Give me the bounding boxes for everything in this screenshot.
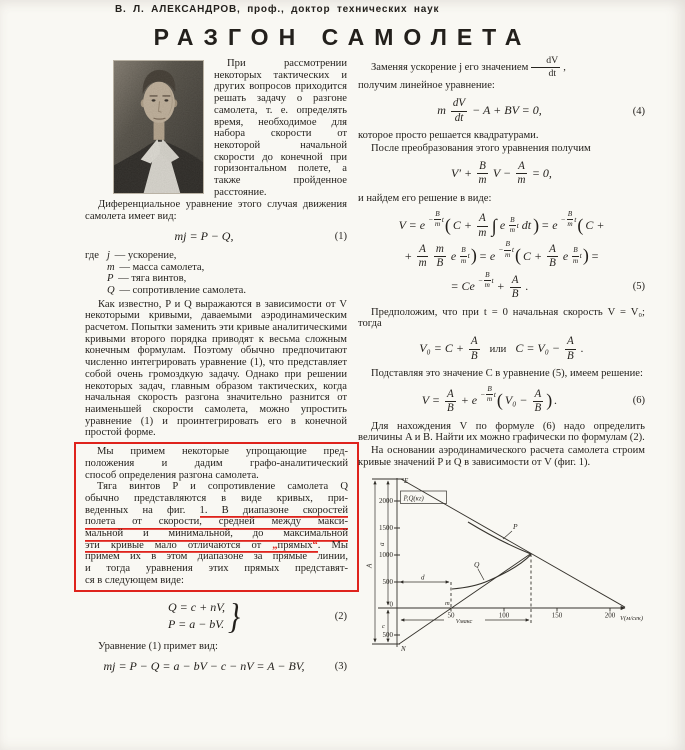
author-line: В. Л. АЛЕКСАНДРОВ, проф., доктор технических наук bbox=[115, 4, 440, 15]
numerator: A bbox=[469, 336, 480, 350]
denominator: m bbox=[567, 219, 573, 228]
dim-a-label: a bbox=[378, 542, 386, 546]
fraction-A-m bbox=[417, 244, 428, 270]
math-token: V′ + bbox=[451, 165, 473, 180]
red-annotation-box bbox=[74, 442, 359, 591]
math-token: t bbox=[574, 214, 577, 224]
y-tick-label: 2000 bbox=[379, 496, 393, 505]
denominator: B bbox=[470, 349, 478, 362]
equation-5-line3 bbox=[358, 272, 645, 301]
q-curve bbox=[452, 554, 531, 589]
equation-3 bbox=[85, 659, 347, 674]
fraction-dV-dt bbox=[531, 56, 560, 79]
red-underlined-text: 1. В диапазоне скоростей bbox=[199, 504, 348, 516]
equation-body bbox=[358, 386, 621, 415]
equation-number: (1) bbox=[334, 230, 347, 242]
fraction-B-m bbox=[572, 247, 578, 265]
fraction-dV-dt bbox=[451, 98, 467, 124]
numerator: B bbox=[486, 386, 492, 395]
paragraph-transform: После преобразования этого уравнения получим bbox=[371, 143, 591, 155]
denominator: B bbox=[549, 257, 556, 270]
word-or: или bbox=[489, 343, 507, 355]
x-tick-label: 150 bbox=[551, 611, 563, 620]
paragraph-substituting-C: Подставляя это значение C в уравнение (5), имеем решение: bbox=[371, 368, 643, 380]
denominator: m bbox=[460, 256, 467, 265]
point-E-label: E bbox=[404, 476, 409, 485]
denominator: m bbox=[478, 226, 487, 239]
fraction-B-m bbox=[477, 161, 488, 187]
y-tick-label: 500 bbox=[382, 630, 393, 639]
denominator: m bbox=[505, 250, 511, 259]
q-label-leader bbox=[478, 569, 484, 580]
fraction-B-m bbox=[504, 241, 510, 259]
exponent bbox=[561, 211, 577, 229]
math-token: t bbox=[516, 220, 519, 230]
math-token: − bbox=[428, 214, 434, 224]
denominator: B bbox=[567, 349, 574, 362]
y-tick-label: 1500 bbox=[379, 523, 393, 532]
denominator: B bbox=[511, 288, 519, 301]
def-text: — сопротивление самолета. bbox=[119, 284, 247, 296]
math-token: − bbox=[480, 390, 486, 400]
def-row bbox=[107, 273, 347, 285]
numerator: B bbox=[509, 217, 515, 226]
fraction-A-B bbox=[445, 389, 456, 415]
boxed-line: способ определения разгона самолета. bbox=[85, 469, 259, 481]
numerator: A bbox=[417, 244, 428, 258]
x-tick-label: 100 bbox=[498, 611, 510, 620]
math-token: . bbox=[525, 279, 529, 294]
p-label-leader bbox=[503, 531, 512, 539]
p-straight-line bbox=[401, 476, 625, 607]
math-token: t bbox=[491, 276, 494, 286]
y-tick-label: 500 bbox=[382, 577, 393, 586]
math-token: e bbox=[450, 248, 457, 263]
fraction-A-B bbox=[547, 244, 558, 270]
exponent bbox=[478, 272, 494, 290]
boxed-line: Мы примем некоторые упрощающие пред- bbox=[97, 446, 348, 458]
red-underlined-line: полета от скорости, средней между макси- bbox=[85, 516, 348, 528]
equation-body bbox=[358, 241, 645, 270]
boxed-line: примем их в этом диапазоне за прямые линии, bbox=[85, 551, 348, 563]
def-row bbox=[107, 262, 347, 274]
math-token: e bbox=[499, 218, 506, 232]
numerator: A bbox=[547, 244, 558, 258]
math-symbol: j bbox=[107, 249, 110, 261]
exponent bbox=[498, 241, 514, 259]
numerator: A bbox=[477, 213, 488, 227]
numerator: B bbox=[477, 161, 488, 175]
exponent bbox=[459, 247, 470, 265]
def-text: — тяга винтов, bbox=[118, 273, 187, 285]
math-token: − A + BV = 0, bbox=[472, 103, 542, 118]
math-token: V₀ = C + bbox=[419, 340, 464, 355]
math-token: C + bbox=[585, 218, 605, 232]
equation-line: P = a − bV. bbox=[168, 617, 225, 632]
numerator: m bbox=[434, 244, 446, 258]
right-column bbox=[358, 56, 645, 657]
symbol-definitions bbox=[85, 250, 347, 297]
equation-body bbox=[85, 598, 323, 636]
numerator: B bbox=[504, 241, 510, 250]
math-token: . bbox=[580, 340, 584, 355]
x-tick-label: 200 bbox=[604, 611, 616, 620]
fraction-A-B bbox=[469, 336, 480, 362]
denominator: m bbox=[484, 281, 490, 290]
numerator: A bbox=[533, 389, 544, 403]
x-tick-label: 50 bbox=[447, 611, 455, 620]
numerator: dV bbox=[531, 56, 560, 68]
fraction-B-m bbox=[434, 211, 440, 229]
math-token: t bbox=[511, 245, 515, 255]
equation-body bbox=[358, 336, 645, 362]
def-text: — ускорение, bbox=[114, 249, 177, 261]
equation-number: (3) bbox=[334, 660, 347, 672]
boxed-line: обычно представляются в виде кривых, при- bbox=[85, 492, 348, 504]
axes-units-label: P,Q(кг) bbox=[403, 495, 424, 503]
red-quote-mark: “ bbox=[312, 539, 318, 551]
denominator: dt bbox=[454, 111, 464, 124]
exponent bbox=[571, 247, 582, 265]
math-token: = e bbox=[478, 248, 496, 263]
numerator: A bbox=[516, 161, 527, 175]
denominator: m bbox=[418, 257, 427, 270]
paren: ) bbox=[546, 389, 553, 410]
paren: ( bbox=[515, 245, 522, 266]
eq1-becomes-paragraph: Уравнение (1) примет вид: bbox=[98, 641, 218, 653]
equation-line: Q = c + nV, bbox=[168, 600, 225, 615]
article-title: РАЗГОН САМОЛЕТА bbox=[153, 24, 532, 50]
numerator: B bbox=[460, 247, 466, 256]
math-token: dt bbox=[521, 218, 532, 232]
y-tick-label: 1000 bbox=[379, 550, 393, 559]
dim-A-label: A bbox=[365, 563, 374, 568]
figure-1-chart bbox=[364, 476, 679, 654]
math-token: = Ce bbox=[450, 279, 475, 294]
boxed-line bbox=[85, 540, 348, 552]
math-token: = bbox=[590, 248, 599, 263]
math-token: C + bbox=[452, 218, 472, 232]
math-token: − bbox=[560, 214, 566, 224]
equation-system bbox=[168, 599, 225, 633]
def-row bbox=[107, 250, 347, 262]
paren: ( bbox=[496, 389, 503, 410]
math-token: C + bbox=[523, 248, 543, 263]
math-symbol: Q bbox=[107, 284, 115, 296]
equation-v0 bbox=[358, 336, 645, 362]
denominator: B bbox=[436, 257, 444, 270]
fraction-A-B bbox=[533, 389, 544, 415]
denominator: m bbox=[478, 174, 487, 187]
intro-paragraph: При рассмотрении некоторых тактических и других вопросов приходится решать задачу о разгоне самолета, т. е. определять время, необходимое для набора скорости от некоторой начальной скорости до конечной при горизонтальном полете, а также пройденное расстояние. bbox=[214, 58, 347, 198]
p-curve-label: P bbox=[513, 521, 518, 531]
denominator: m bbox=[509, 225, 516, 234]
math-token: V₀ − bbox=[504, 393, 528, 408]
red-underlined-line: мальной и минимальной, до максимальной bbox=[85, 528, 348, 540]
fraction-A-B bbox=[510, 275, 521, 301]
paren: ) bbox=[533, 214, 540, 235]
diff-equation-paragraph: Диференциальное уравнение этого случая движения самолета имеет вид: bbox=[85, 199, 347, 223]
paren: ( bbox=[577, 214, 584, 235]
math-token: − bbox=[498, 245, 504, 255]
math-token: = 0, bbox=[531, 165, 552, 180]
def-row bbox=[107, 285, 347, 297]
vmax-label: Vмакс bbox=[455, 617, 473, 625]
text: , bbox=[563, 62, 566, 74]
fraction-m-B bbox=[434, 244, 446, 270]
equation-6 bbox=[358, 386, 645, 415]
equation-5-line2 bbox=[358, 241, 645, 270]
denominator: dt bbox=[548, 68, 557, 80]
exponent bbox=[508, 217, 519, 235]
def-text: — масса самолета, bbox=[119, 261, 205, 273]
equation-2 bbox=[85, 598, 347, 636]
denominator: B bbox=[446, 402, 454, 415]
paragraph-build-curves: На основании аэродинамического расчета самолета строим кривые значений P и Q в зависимости от V (фиг. 1). bbox=[358, 445, 645, 468]
equation-5-line1 bbox=[358, 211, 645, 240]
denominator: B bbox=[534, 402, 542, 415]
photo-grain bbox=[114, 61, 203, 193]
equation-body: mj = P − Q = a − bV − c − nV = A − BV, bbox=[103, 658, 305, 673]
fraction-B-m bbox=[460, 247, 466, 265]
fraction-A-m bbox=[516, 161, 527, 187]
red-quote-mark: „ bbox=[272, 539, 278, 551]
equation-number: (4) bbox=[632, 105, 645, 117]
equation-body: mj = P − Q, bbox=[174, 228, 234, 243]
point-N-label: N bbox=[401, 644, 406, 653]
paren: ) bbox=[470, 245, 477, 266]
numerator: A bbox=[510, 275, 521, 289]
left-column bbox=[85, 58, 347, 680]
dim-c-label: c bbox=[382, 622, 385, 630]
boxed-line: Тяга винтов P и сопротивление самолета Q bbox=[97, 481, 348, 493]
numerator: B bbox=[484, 272, 490, 281]
equation-number: (6) bbox=[632, 394, 645, 406]
math-token: t bbox=[579, 251, 582, 261]
paren: ) bbox=[582, 245, 589, 266]
paragraph-find-AB: Для нахождения V по формуле (6) надо определить величины A и B. Найти их можно графически по формулам (2). bbox=[358, 420, 645, 444]
paragraph-substitute-j bbox=[358, 56, 645, 79]
defs-where: где bbox=[85, 249, 99, 261]
fraction-B-m bbox=[567, 211, 573, 229]
equation-number: (2) bbox=[334, 610, 347, 622]
boxed-line: ся в следующем виде: bbox=[85, 574, 184, 586]
math-token: t bbox=[493, 390, 496, 400]
integral-sign: ∫ bbox=[491, 216, 497, 238]
numerator: B bbox=[572, 247, 578, 256]
math-token: − bbox=[477, 276, 484, 286]
red-underlined-text: эти кривые мало отличаются от bbox=[85, 539, 273, 551]
q-curve-label: Q bbox=[474, 559, 480, 569]
denominator: m bbox=[434, 219, 441, 228]
math-token: V = bbox=[421, 393, 440, 408]
equation-body bbox=[358, 98, 621, 124]
math-token: V − bbox=[492, 165, 512, 180]
fraction-A-m bbox=[477, 213, 488, 239]
equation-1 bbox=[85, 229, 347, 244]
math-symbol: P bbox=[107, 273, 114, 285]
math-token: C = V₀ − bbox=[515, 340, 561, 355]
boxed-line: положения и дадим графо-аналитический bbox=[85, 457, 348, 469]
numerator: dV bbox=[451, 98, 467, 112]
math-token: m bbox=[437, 103, 446, 118]
math-token: = e bbox=[541, 218, 558, 232]
boxed-text: веденных на фиг. bbox=[85, 504, 200, 516]
math-token: t bbox=[467, 251, 470, 261]
dim-d-label: d bbox=[421, 573, 425, 582]
paragraph-quadratures: которое просто решается квадратурами. bbox=[358, 130, 539, 142]
denominator: m bbox=[517, 174, 526, 187]
paragraph-linear-eq: получим линейное уравнение: bbox=[358, 80, 495, 92]
y-tick-label: 0 bbox=[389, 600, 393, 609]
numerator: B bbox=[567, 211, 573, 220]
fraction-B-m bbox=[484, 272, 490, 290]
math-token: + e bbox=[460, 393, 478, 408]
exponent bbox=[480, 386, 496, 404]
p-curve bbox=[468, 522, 530, 554]
system-brace: } bbox=[227, 596, 240, 636]
x-tick-marks bbox=[451, 608, 610, 612]
math-token: + bbox=[404, 248, 413, 263]
paren: ( bbox=[444, 214, 451, 235]
math-token: + bbox=[496, 279, 505, 294]
portrait-photo bbox=[113, 60, 204, 194]
math-token: t bbox=[441, 214, 444, 224]
denominator: m bbox=[486, 395, 493, 404]
q-straight-line bbox=[399, 553, 531, 644]
numerator: B bbox=[434, 211, 440, 220]
math-token: V = e bbox=[398, 218, 426, 232]
text: Заменяя ускорение j его значением bbox=[371, 62, 529, 74]
numerator: A bbox=[445, 389, 456, 403]
boxed-line: и тогда уравнения этих прямых представят- bbox=[85, 563, 348, 575]
red-underlined-text: прямых bbox=[277, 539, 313, 551]
known-curves-paragraph: Как известно, P и Q выражаются в зависимости от V некоторыми кривыми, даваемыми аэродинамическим расчетом. Попытки заменить эти кривые аналитическими кривыми второго порядка приводят к весьма сложным конечным формулам. Поэтому обычно предпочитают численно интегрировать уравнение (1), что представляет собой очень громоздкую задачу. Однако при решении некоторых задач, главным образом тактических, когда начальная скорость разгона значительно разнится от наименьшей скорости самолета, можно упростить уравнение (1) и проинтегрировать его в конечной простой форме. bbox=[85, 298, 347, 439]
equation-number: (5) bbox=[632, 280, 645, 292]
denominator: m bbox=[572, 256, 579, 265]
paragraph-solution-form: и найдем его решение в виде: bbox=[358, 192, 492, 204]
fraction-A-B bbox=[565, 336, 576, 362]
paragraph-initial-condition: Предположим, что при t = 0 начальная скорость V = V₀; тогда bbox=[358, 306, 645, 330]
fraction-B-m bbox=[486, 386, 492, 404]
math-symbol: m bbox=[107, 261, 115, 273]
boxed-text: . Мы bbox=[317, 539, 348, 551]
point-m-label: m bbox=[445, 599, 450, 607]
math-token: e bbox=[562, 248, 569, 263]
numerator: A bbox=[565, 336, 576, 350]
equation-body bbox=[358, 211, 645, 240]
math-token: . bbox=[554, 393, 558, 408]
equation-body bbox=[358, 272, 621, 301]
exponent bbox=[428, 211, 444, 229]
equation-body bbox=[358, 161, 645, 187]
equation-4 bbox=[358, 98, 645, 124]
equation-vprime bbox=[358, 161, 645, 187]
fraction-B-m bbox=[509, 217, 515, 235]
boxed-line bbox=[85, 505, 348, 517]
x-axis-title: V(м/сек) bbox=[620, 614, 643, 622]
